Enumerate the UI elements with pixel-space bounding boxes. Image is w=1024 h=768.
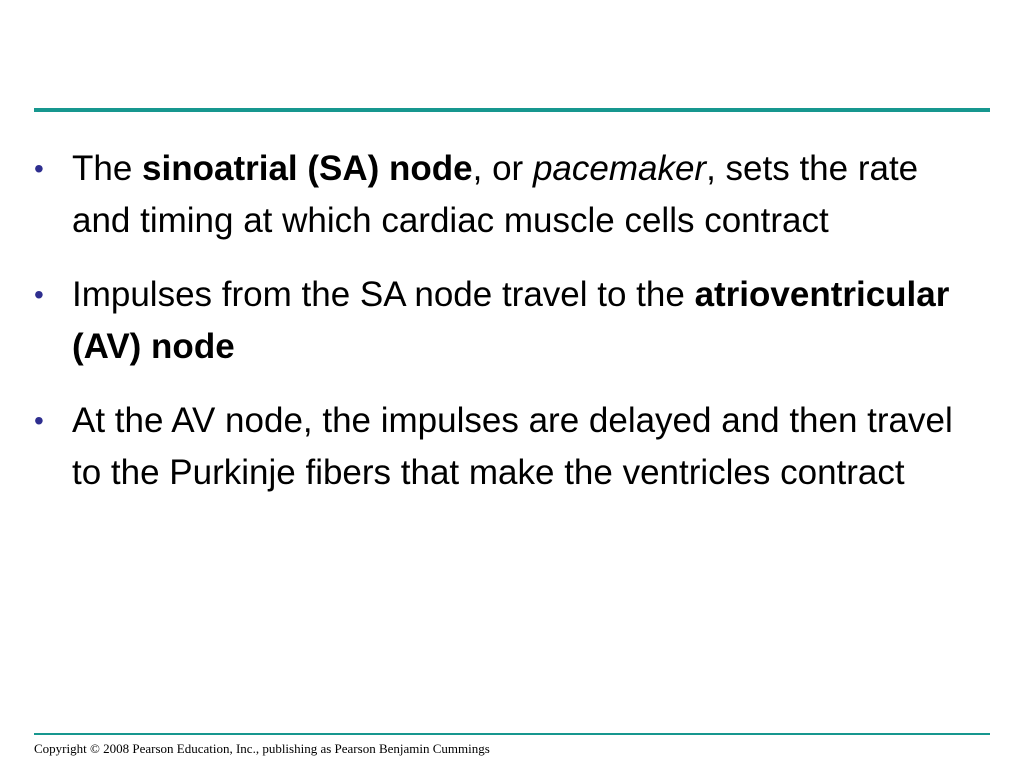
bullet-text (72, 149, 918, 240)
bullet-icon: • (34, 405, 44, 436)
bullet-text-part: The (72, 149, 143, 188)
bullet-icon: • (34, 279, 44, 310)
bullet-bold-term: atrioventricular (AV) node (72, 275, 950, 366)
bullet-bold-term: sinoatrial (SA) node (142, 149, 473, 188)
bullet-list (34, 143, 974, 521)
bullet-italic-term: pacemaker (532, 149, 707, 188)
bullet-text-part: , sets the rate and timing at which cardiac muscle cells contract (72, 149, 919, 240)
bullet-text-part: Impulses from the SA node travel to the (72, 275, 695, 314)
bullet-text (72, 275, 949, 366)
footer-divider (34, 733, 990, 735)
bullet-item-av-node (34, 269, 974, 373)
bullet-icon: • (34, 153, 44, 184)
copyright-notice: Copyright © 2008 Pearson Education, Inc., publishing as Pearson Benjamin Cummings (34, 741, 490, 756)
bullet-text-part: , or (472, 149, 533, 188)
bullet-text: At the AV node, the impulses are delayed and then travel to the Purkinje fibers that make the ventricles contract (72, 401, 953, 492)
bullet-item-sa-node (34, 143, 974, 247)
header-divider (34, 108, 990, 112)
bullet-item-purkinje (34, 395, 974, 499)
